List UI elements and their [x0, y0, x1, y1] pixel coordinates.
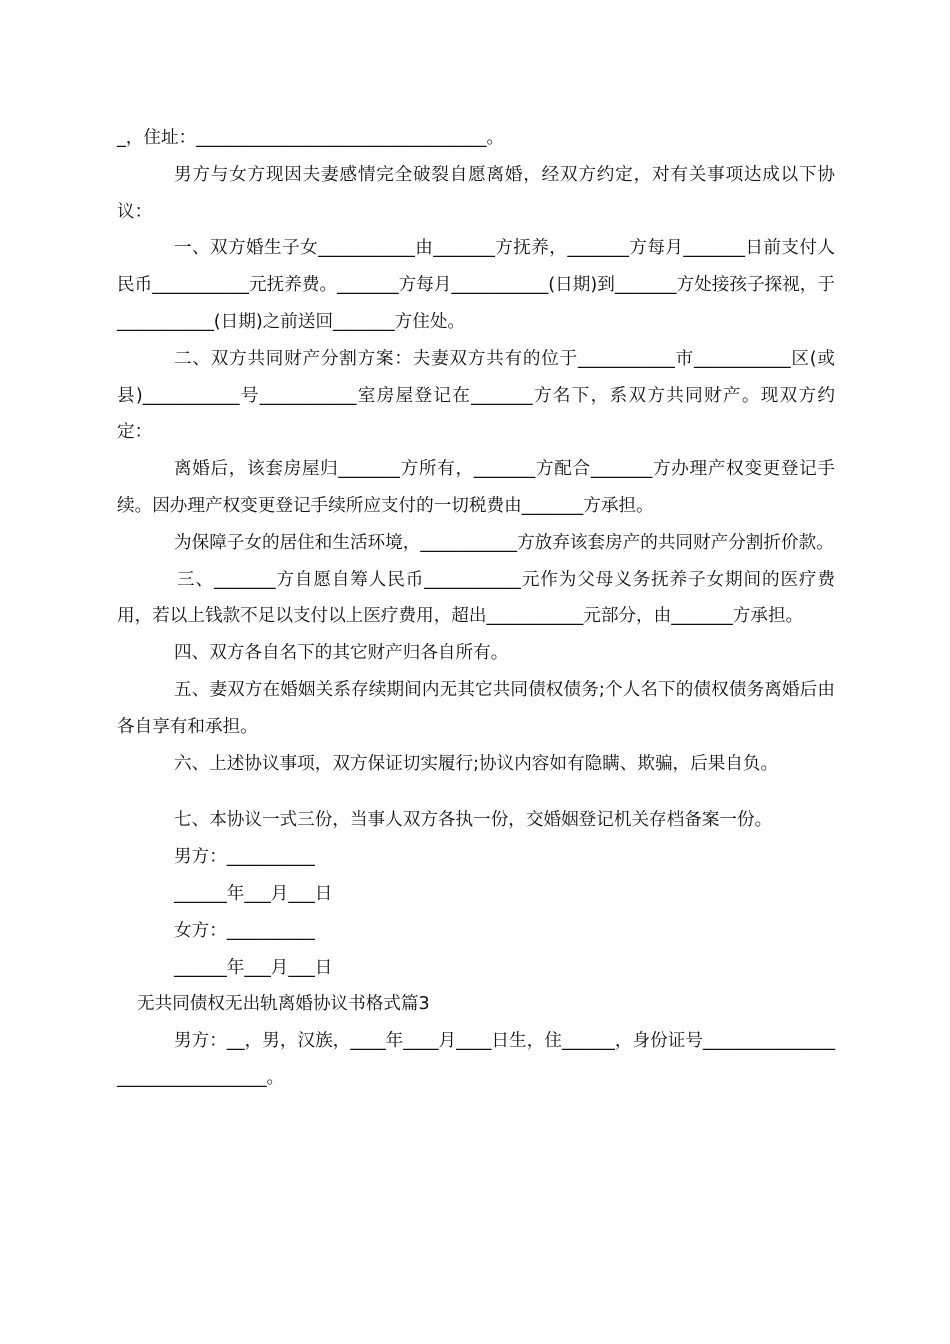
clause-1-child-custody: 一、双方婚生子女___________由_______方抚养，_______方每月_______日前支付人民币___________元抚养费。_______方每月___________(日期)到_______方处接孩子探视，于___________(日期)之前送回_______方住处。: [117, 238, 835, 332]
preamble-paragraph: 男方与女方现因夫妻感情完全破裂自愿离婚，经双方约定，对有关事项达成以下协议：: [117, 164, 835, 222]
document-body: [117, 120, 835, 1097]
clause-4-other-property: 四、双方各自名下的其它财产归各自所有。: [174, 643, 509, 664]
clause-5-debts: 五、妻双方在婚姻关系存续期间内无其它共同债权债务;个人名下的债权债务离婚后由各自享有和承担。: [117, 679, 835, 737]
paragraph-gap: [117, 782, 835, 802]
section-heading: 无共同债权无出轨离婚协议书格式篇3: [137, 994, 430, 1015]
clause-2-house-ownership: 离婚后，该套房屋归_______方所有，_______方配合_______方办理产权变更登记手续。因办理产权变更登记手续所应支付的一切税费由_______方承担。: [117, 459, 835, 516]
man-info-line: 男方：__，男，汉族，____年____月____日生，住______，身份证号________________________________。: [117, 1031, 835, 1088]
clause-3-medical-expenses: 三、_______方自愿自筹人民币___________元作为父母义务抚养子女期间的医疗费用，若以上钱款不足以支付以上医疗费用，超出___________元部分，由_______方承担。: [117, 569, 835, 627]
clause-6-guarantee: 六、上述协议事项，双方保证切实履行;协议内容如有隐瞒、欺骗，后果自负。: [174, 753, 779, 774]
clause-7-copies: 七、本协议一式三份，当事人双方各执一份，交婚姻登记机关存档备案一份。: [174, 810, 773, 831]
address-line: _，住址：_________________________________。: [117, 128, 505, 148]
signature-woman-date: ______年___月___日: [174, 957, 333, 978]
clause-2-property-division: 二、双方共同财产分割方案：夫妻双方共有的位于___________市___________区(或县)___________号___________室房屋登记在_______方名下，系双方共同财产。现双方约定：: [117, 348, 835, 443]
signature-man: 男方：__________: [174, 847, 315, 868]
clause-2-waiver: 为保障子女的居住和生活环境，___________方放弃该套房产的共同财产分割折价款。: [174, 532, 834, 553]
signature-woman: 女方：__________: [174, 920, 315, 941]
signature-man-date: ______年___月___日: [174, 883, 333, 904]
